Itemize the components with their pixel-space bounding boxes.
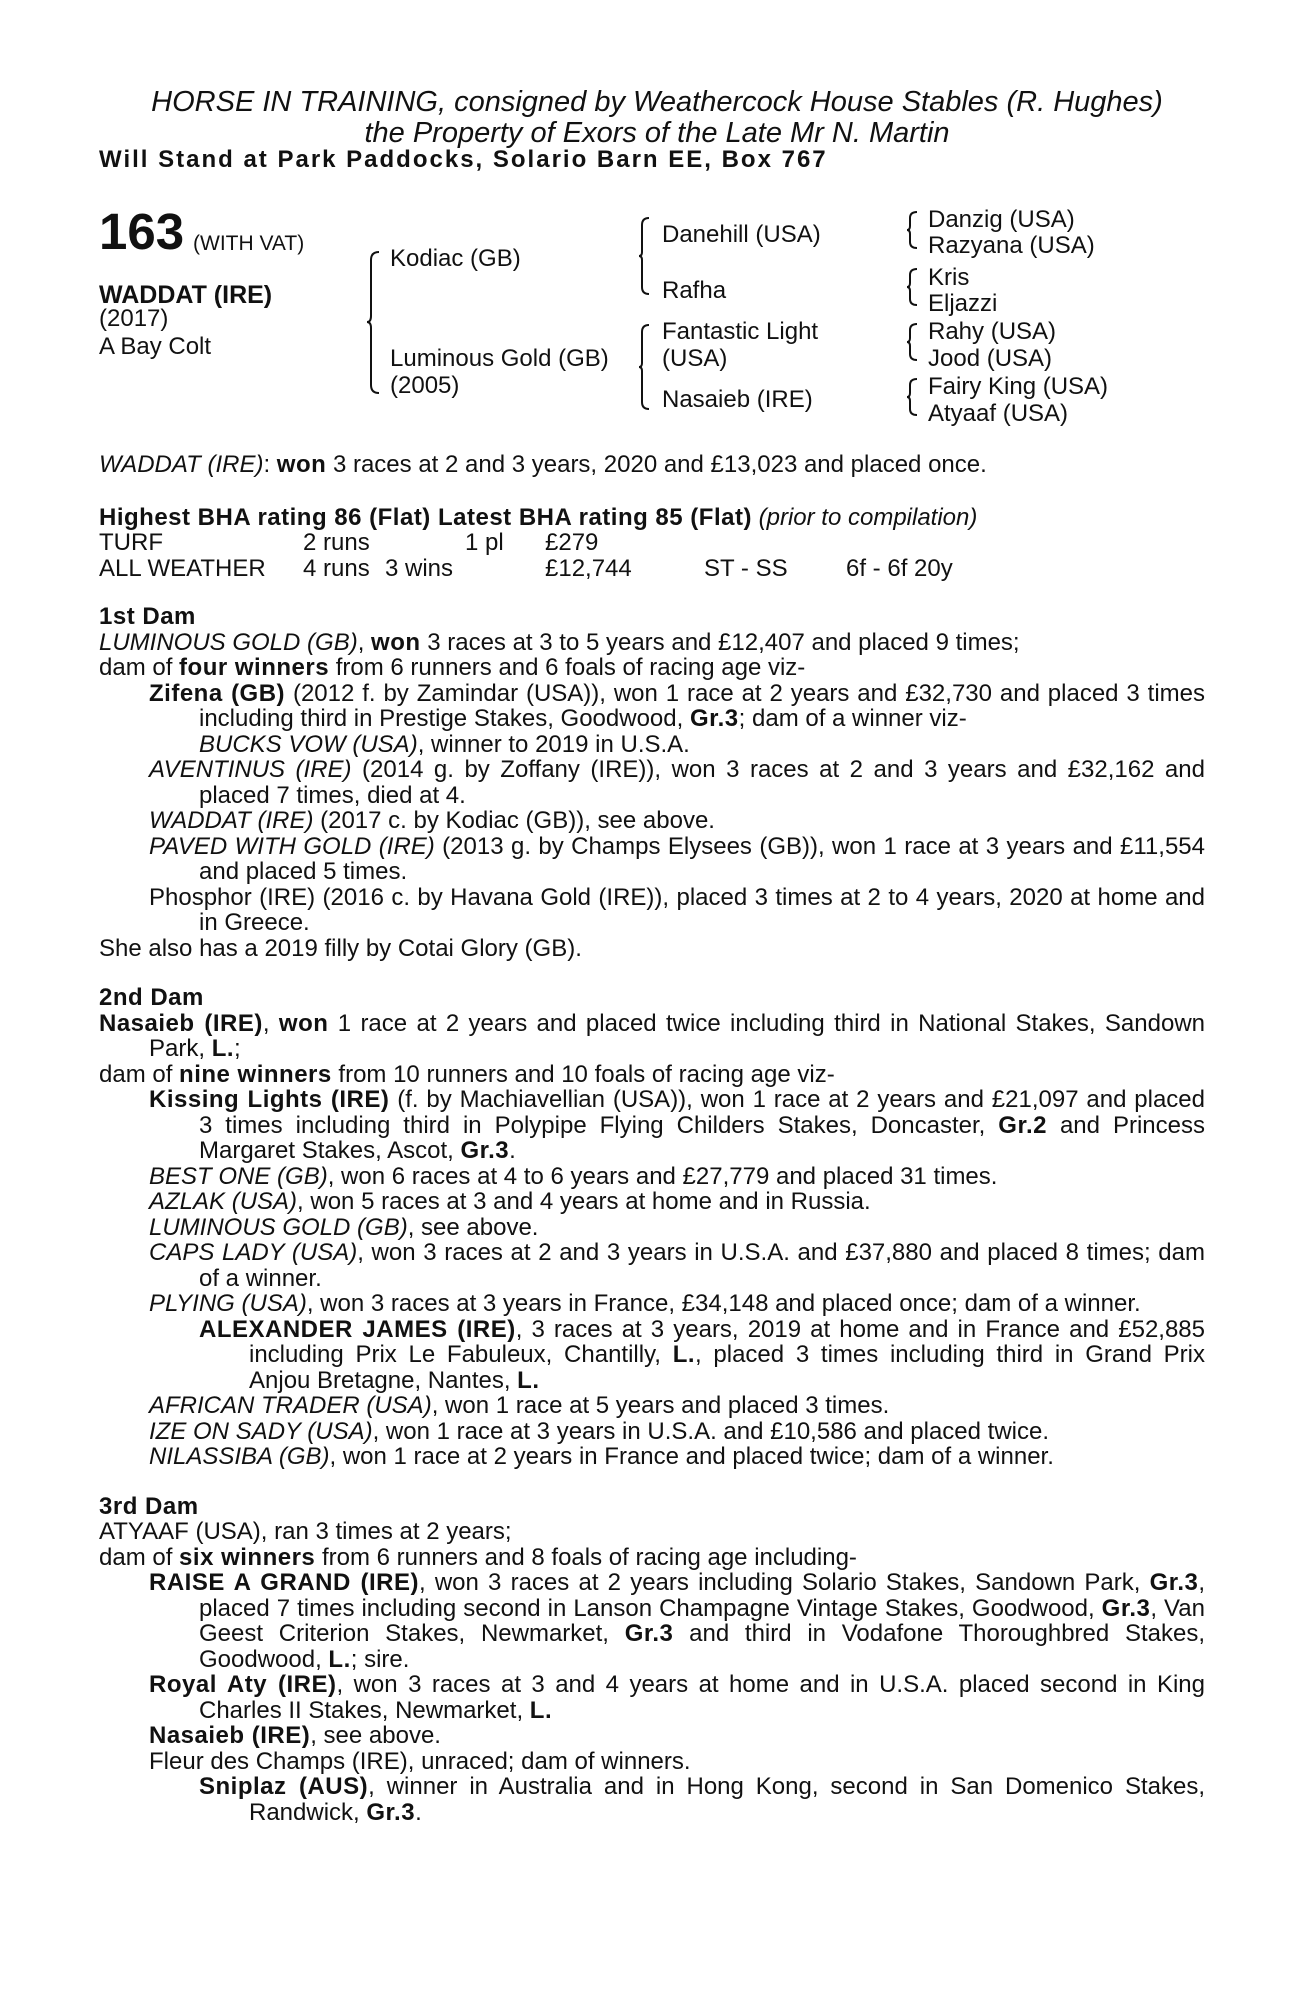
lot-vat-note: (WITH VAT) xyxy=(193,232,305,255)
pedigree-sire: Kodiac (GB) xyxy=(390,245,521,272)
summary-horse-name: WADDAT (IRE) xyxy=(99,451,264,478)
pedigree-g3-4: Eljazzi xyxy=(928,290,998,317)
horse-year: (2017) xyxy=(99,305,169,332)
dam2-entry: BEST ONE (GB), won 6 races at 4 to 6 years and £27,779 and placed 31 times. xyxy=(149,1162,998,1190)
dam2-entry: NILASSIBA (GB), won 1 race at 2 years in France and placed twice; dam of a winner. xyxy=(149,1443,1054,1470)
pedigree-sire-sire: Danehill (USA) xyxy=(662,221,821,248)
dam1-entry: PAVED WITH GOLD (IRE) (2013 g. by Champs Elysees (GB)), won 1 race at 3 years and £11,554 and placed 5 times. xyxy=(149,832,1205,885)
pedigree-g3-8: Atyaaf (USA) xyxy=(928,400,1069,427)
dam2-entry: LUMINOUS GOLD (GB), see above. xyxy=(149,1213,539,1241)
pedigree-bracket-dd xyxy=(906,377,920,417)
dam1-entry: WADDAT (IRE) (2017 c. by Kodiac (GB)), see above. xyxy=(149,807,715,834)
dam3-entry: RAISE A GRAND (IRE), won 3 races at 2 years including Solario Stakes, Sandown Park, Gr.3, placed 7 times including second in Lanson Champagne Vintage Stakes, Goodwood, Gr.3, Van Geest Criterion Stakes, Newmarket, Gr.3 and third in Vodafone Thoroughbred Stakes, Goodwood, L.; sire. xyxy=(149,1569,1206,1673)
pedigree-g3-6: Jood (USA) xyxy=(928,345,1053,372)
record-row-all-weather: ALL WEATHER 4 runs 3 wins £12,744 ST - SS 6f - 6f 20y xyxy=(99,555,953,582)
pedigree-g3-5: Rahy (USA) xyxy=(928,318,1057,345)
horse-description: A Bay Colt xyxy=(99,333,212,360)
dam1-produce: dam of four winners from 6 runners and 6 foals of racing age viz- xyxy=(99,654,806,681)
dam2-entry: CAPS LADY (USA), won 3 races at 2 and 3 years in U.S.A. and £37,880 and placed 8 times; dam of a winner. xyxy=(149,1239,1205,1292)
header-location: Will Stand at Park Paddocks, Solario Barn EE, Box 767 xyxy=(99,146,828,173)
dam1-entry: BUCKS VOW (USA), winner to 2019 in U.S.A. xyxy=(199,730,690,758)
dam1-note: She also has a 2019 filly by Cotai Glory (GB). xyxy=(99,934,582,962)
dam1-entry: Phosphor (IRE) (2016 c. by Havana Gold (IRE)), placed 3 times at 2 to 4 years, 2020 at home and in Greece. xyxy=(149,883,1205,936)
dam3-entry: Sniplaz (AUS), winner in Australia and in Hong Kong, second in San Domenico Stakes, Randwick, Gr.3. xyxy=(199,1773,1205,1826)
dam3-summary: ATYAAF (USA), ran 3 times at 2 years; xyxy=(99,1518,512,1545)
pedigree-dam-sire-origin: (USA) xyxy=(662,345,728,372)
dam2-entry: AFRICAN TRADER (USA), won 1 race at 5 years and placed 3 times. xyxy=(149,1392,890,1419)
dam3-entry: Fleur des Champs (IRE), unraced; dam of winners. xyxy=(149,1747,691,1775)
dam2-entry: ALEXANDER JAMES (IRE), 3 races at 3 years, 2019 at home and in France and £52,885 including Prix Le Fabuleux, Chantilly, L., placed 3 times including third in Grand Prix Anjou Bretagne, Nantes, L. xyxy=(199,1315,1206,1394)
pedigree-dam-year: (2005) xyxy=(390,372,460,399)
dam1-entry: Zifena (GB) (2012 f. by Zamindar (USA)), won 1 race at 2 years and £32,730 and placed 3 times including third in Prestige Stakes, Goodwood, Gr.3; dam of a winner viz- xyxy=(149,679,1205,732)
pedigree-g3-1: Danzig (USA) xyxy=(928,206,1075,233)
dam2-heading: 2nd Dam xyxy=(99,984,204,1011)
dam2-summary: Nasaieb (IRE), won 1 race at 2 years and placed twice including third in National Stakes, Sandown Park, L.; xyxy=(99,1009,1205,1062)
header-consignor: HORSE IN TRAINING, consigned by Weathercock House Stables (R. Hughes) xyxy=(151,86,1163,118)
pedigree-g3-7: Fairy King (USA) xyxy=(928,373,1109,400)
pedigree-dam-dam: Nasaieb (IRE) xyxy=(662,386,813,413)
pedigree-sire-dam: Rafha xyxy=(662,277,727,304)
record-row-turf: TURF 2 runs 1 pl £279 xyxy=(99,529,599,556)
dam3-entry: Nasaieb (IRE), see above. xyxy=(149,1722,441,1749)
pedigree-g3-2: Razyana (USA) xyxy=(928,232,1095,259)
pedigree-bracket-sd xyxy=(906,267,920,307)
pedigree-bracket-main xyxy=(366,250,382,395)
lot-number: 163 xyxy=(99,203,185,260)
pedigree-bracket-dam xyxy=(638,323,652,411)
dam-sections xyxy=(99,604,1205,1825)
pedigree-dam: Luminous Gold (GB) xyxy=(390,345,609,372)
dam2-entry: Kissing Lights (IRE) (f. by Machiavellian (USA)), won 1 race at 2 years and £21,097 and placed 3 times including third in Polypipe Flying Childers Stakes, Doncaster, Gr.2 and Princess Margaret Stakes, Ascot, Gr.3. xyxy=(149,1086,1206,1164)
dam1-heading: 1st Dam xyxy=(99,603,196,630)
dam2-entry: AZLAK (USA), won 5 races at 3 and 4 years at home and in Russia. xyxy=(149,1188,871,1215)
horse-name: WADDAT (IRE) xyxy=(99,281,273,309)
race-summary: WADDAT (IRE): won 3 races at 2 and 3 years, 2020 and £13,023 and placed once. xyxy=(99,451,987,478)
pedigree-g3-3: Kris xyxy=(928,264,970,291)
pedigree-dam-sire: Fantastic Light xyxy=(662,318,819,345)
dam1-entry: AVENTINUS (IRE) (2014 g. by Zoffany (IRE)), won 3 races at 2 and 3 years and £32,162 and placed 7 times, died at 4. xyxy=(149,756,1205,809)
header-property: the Property of Exors of the Late Mr N. Martin xyxy=(364,117,950,149)
dam3-entry: Royal Aty (IRE), won 3 races at 3 and 4 years at home and in U.S.A. placed second in King Charles II Stakes, Newmarket, L. xyxy=(149,1671,1205,1724)
pedigree-bracket-ds xyxy=(906,322,920,362)
race-record-table xyxy=(99,530,953,582)
dam1-summary: LUMINOUS GOLD (GB), won 3 races at 3 to 5 years and £12,407 and placed 9 times; xyxy=(99,628,1020,656)
dam3-heading: 3rd Dam xyxy=(99,1492,199,1520)
dam2-entry: IZE ON SADY (USA), won 1 race at 3 years in U.S.A. and £10,586 and placed twice. xyxy=(149,1417,1049,1445)
dam2-produce: dam of nine winners from 10 runners and 10 foals of racing age viz- xyxy=(99,1060,835,1088)
bha-rating: Highest BHA rating 86 (Flat) Latest BHA rating 85 (Flat) (prior to compilation) xyxy=(99,504,978,531)
pedigree-bracket-ss xyxy=(906,210,920,250)
pedigree-bracket-sire xyxy=(638,216,652,296)
dam3-produce: dam of six winners from 6 runners and 8 foals of racing age including- xyxy=(99,1543,857,1571)
dam2-entry: PLYING (USA), won 3 races at 3 years in France, £34,148 and placed once; dam of a winner. xyxy=(149,1290,1141,1317)
